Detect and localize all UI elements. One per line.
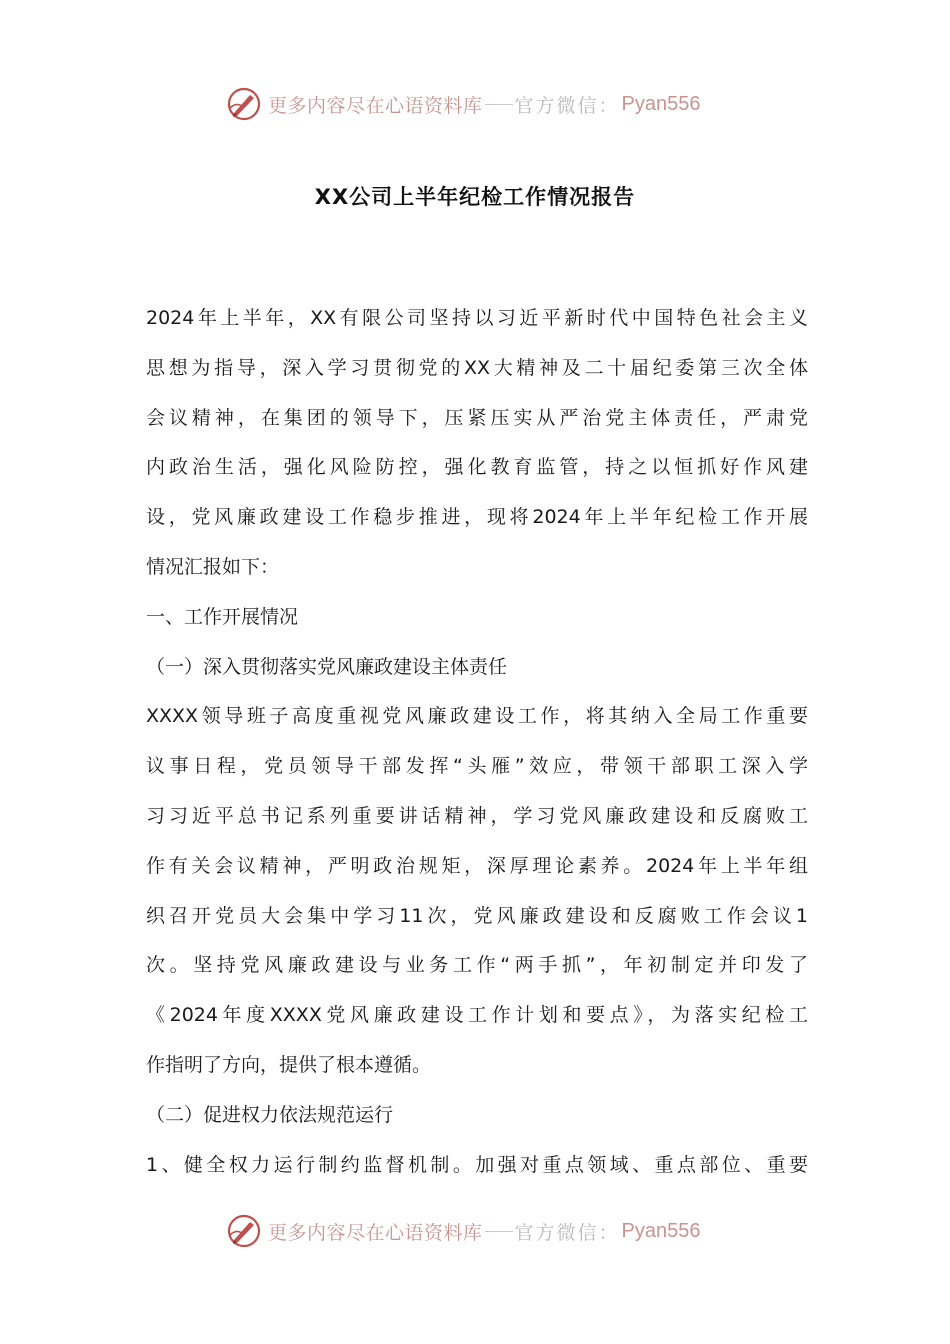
watermark-banner-top (226, 84, 701, 124)
pen-logo-icon (226, 1213, 262, 1249)
document-title: XX公司上半年纪检工作情况报告 (314, 185, 636, 209)
watermark-wechat-id: Pyan556 (621, 92, 701, 115)
body-line: 思想为指导，深入学习贯彻党的XX大精神及二十届纪委第三次全体 (146, 356, 808, 379)
subsection-heading: （一）深入贯彻落实党风廉政建设主体责任 (146, 655, 508, 678)
watermark-official-label: 官方微信： (514, 1221, 620, 1244)
watermark-text: 更多内容尽在心语资料库 (268, 1221, 483, 1244)
watermark-text: 更多内容尽在心语资料库 (268, 94, 483, 117)
watermark-dash (485, 1231, 513, 1232)
body-line: 习习近平总书记系列重要讲话精神，学习党风廉政建设和反腐败工 (146, 804, 808, 827)
watermark-wechat-id: Pyan556 (621, 1219, 701, 1242)
body-line: 内政治生活，强化风险防控，强化教育监管，持之以恒抓好作风建 (146, 456, 808, 479)
subsection-heading: （二）促进权力依法规范运行 (146, 1103, 394, 1126)
document-body (146, 294, 808, 1190)
body-line: 织召开党员大会集中学习11次，党风廉政建设和反腐败工作会议1 (146, 904, 808, 927)
watermark-banner-bottom (226, 1211, 701, 1251)
body-line: 作有关会议精神，严明政治规矩，深厚理论素养。2024年上半年组 (146, 854, 808, 877)
body-line: 议事日程，党员领导干部发挥“头雁”效应，带领干部职工深入学 (146, 755, 808, 778)
body-line: 情况汇报如下： (146, 555, 280, 578)
body-line: XXXX领导班子高度重视党风廉政建设工作，将其纳入全局工作重要 (146, 705, 808, 728)
section-heading: 一、工作开展情况 (146, 605, 299, 628)
body-line: 《2024年度XXXX党风廉政建设工作计划和要点》，为落实纪检工 (146, 1004, 808, 1027)
body-line: 会议精神，在集团的领导下，压紧压实从严治党主体责任，严肃党 (146, 406, 808, 429)
body-line: 1、健全权力运行制约监督机制。加强对重点领域、重点部位、重要 (146, 1153, 808, 1176)
body-line: 设，党风廉政建设工作稳步推进，现将2024年上半年纪检工作开展 (146, 506, 808, 529)
body-line: 2024年上半年，XX有限公司坚持以习近平新时代中国特色社会主义 (146, 307, 808, 329)
watermark-dash (485, 104, 513, 105)
pen-logo-icon (226, 86, 262, 122)
body-line: 作指明了方向，提供了根本遵循。 (146, 1053, 432, 1076)
body-line: 次。坚持党风廉政建设与业务工作“两手抓”，年初制定并印发了 (146, 954, 808, 977)
watermark-official-label: 官方微信： (514, 94, 620, 117)
